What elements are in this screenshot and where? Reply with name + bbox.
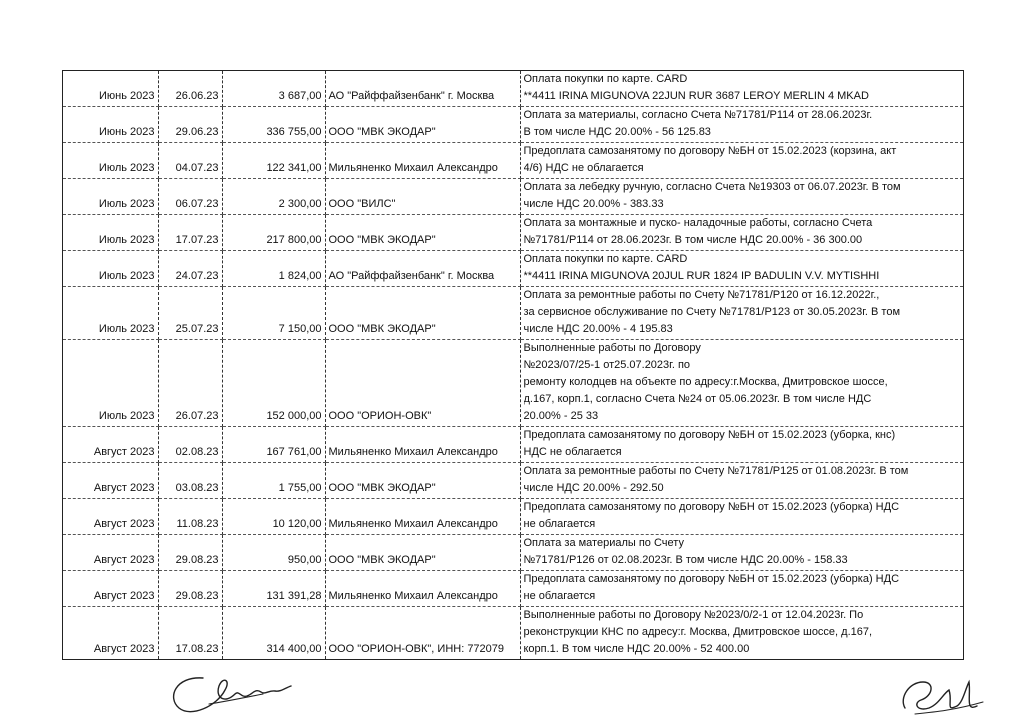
description-line: В том числе НДС 20.00% - 56 125.83 [523,126,711,138]
description-line: д.167, корп.1, согласно Счета №24 от 05.06.2023г. В том числе НДС [523,393,872,405]
signature-right [895,672,990,720]
date-cell: 24.07.23 [158,251,222,287]
description-line: Оплата за ремонтные работы по Счету №71781/Р125 от 01.08.2023г. В том [523,465,909,477]
period-cell: Август 2023 [63,463,158,499]
amount-cell: 10 120,00 [222,499,325,535]
description-line: Предоплата самозанятому по договору №БН от 15.02.2023 (уборка) НДС [523,573,900,585]
description-cell [520,179,963,215]
table-row [63,71,963,107]
payee-cell: ООО "ВИЛС" [325,179,520,215]
period-cell: Июнь 2023 [63,71,158,107]
date-cell: 04.07.23 [158,143,222,179]
payee-cell: Мильяненко Михаил Александро [325,571,520,607]
amount-cell: 152 000,00 [222,340,325,427]
payee-cell: ООО "МВК ЭКОДАР" [325,535,520,571]
payee-cell: Мильяненко Михаил Александро [325,143,520,179]
transactions-body [63,71,963,660]
description-cell [520,71,963,107]
payee-cell: ООО "МВК ЭКОДАР" [325,463,520,499]
description-cell [520,287,963,340]
table-row [63,499,963,535]
payee-cell: Мильяненко Михаил Александро [325,499,520,535]
description-line: ремонту колодцев на объекте по адресу:г.Москва, Дмитровское шоссе, [523,376,888,388]
period-cell: Август 2023 [63,571,158,607]
description-line: Предоплата самозанятому по договору №БН от 15.02.2023 (уборка, кнс) [523,429,896,441]
period-cell: Июль 2023 [63,179,158,215]
table-row [63,427,963,463]
payee-cell: Мильяненко Михаил Александро [325,427,520,463]
date-cell: 25.07.23 [158,287,222,340]
table-row [63,607,963,660]
description-line: не облагается [523,518,596,530]
description-line: числе НДС 20.00% - 383.33 [523,198,664,210]
description-line: Оплата за материалы, согласно Счета №71781/Р114 от 28.06.2023г. [523,109,873,121]
date-cell: 11.08.23 [158,499,222,535]
payee-cell: ООО "МВК ЭКОДАР" [325,287,520,340]
amount-cell: 336 755,00 [222,107,325,143]
description-line: 4/6) НДС не облагается [523,162,644,174]
date-cell: 29.08.23 [158,571,222,607]
description-line: НДС не облагается [523,446,622,458]
period-cell: Июль 2023 [63,143,158,179]
amount-cell: 122 341,00 [222,143,325,179]
description-cell [520,499,963,535]
transactions-table [63,71,963,660]
table-row [63,571,963,607]
table-row [63,340,963,427]
date-cell: 29.08.23 [158,535,222,571]
period-cell: Август 2023 [63,535,158,571]
payee-cell: ООО "ОРИОН-ОВК" [325,340,520,427]
date-cell: 02.08.23 [158,427,222,463]
description-line: **4411 IRINA MIGUNOVA 20JUL RUR 1824 IP BADULIN V.V. MYTISHHI [523,270,880,282]
period-cell: Июль 2023 [63,287,158,340]
description-cell [520,215,963,251]
description-cell [520,340,963,427]
amount-cell: 1 755,00 [222,463,325,499]
date-cell: 17.07.23 [158,215,222,251]
signature-left [165,668,305,718]
description-cell [520,535,963,571]
amount-cell: 3 687,00 [222,71,325,107]
table-row [63,179,963,215]
period-cell: Июнь 2023 [63,107,158,143]
description-line: №71781/Р126 от 02.08.2023г. В том числе НДС 20.00% - 158.33 [523,554,848,566]
date-cell: 03.08.23 [158,463,222,499]
amount-cell: 2 300,00 [222,179,325,215]
table-row [63,215,963,251]
amount-cell: 1 824,00 [222,251,325,287]
description-line: Оплата за монтажные и пуско- наладочные работы, согласно Счета [523,217,873,229]
description-line: Оплата покупки по карте. CARD [523,253,688,265]
description-line: **4411 IRINA MIGUNOVA 22JUN RUR 3687 LEROY MERLIN 4 MKAD [523,90,869,102]
description-line: Оплата покупки по карте. CARD [523,73,688,85]
table-row [63,535,963,571]
date-cell: 29.06.23 [158,107,222,143]
description-line: за сервисное обслуживание по Счету №71781/Р123 от 30.05.2023г. В том [523,306,901,318]
period-cell: Август 2023 [63,427,158,463]
description-line: Оплата за материалы по Счету [523,537,684,549]
description-line: реконструкции КНС по адресу:г. Москва, Дмитровское шоссе, д.167, [523,626,873,638]
date-cell: 26.06.23 [158,71,222,107]
table-row [63,463,963,499]
description-line: числе НДС 20.00% - 292.50 [523,482,664,494]
description-line: Выполненные работы по Договору [523,342,701,354]
amount-cell: 7 150,00 [222,287,325,340]
table-row [63,287,963,340]
description-line: Выполненные работы по Договору №2023/0/2-1 от 12.04.2023г. По [523,609,864,621]
period-cell: Июль 2023 [63,215,158,251]
payee-cell: ООО "МВК ЭКОДАР" [325,107,520,143]
amount-cell: 131 391,28 [222,571,325,607]
description-line: Предоплата самозанятому по договору №БН от 15.02.2023 (корзина, акт [523,145,897,157]
payee-cell: АО "Райффайзенбанк" г. Москва [325,251,520,287]
period-cell: Июль 2023 [63,251,158,287]
table-row [63,251,963,287]
period-cell: Июль 2023 [63,340,158,427]
amount-cell: 167 761,00 [222,427,325,463]
table-row [63,143,963,179]
description-line: Оплата за лебедку ручную, согласно Счета №19303 от 06.07.2023г. В том [523,181,901,193]
description-line: числе НДС 20.00% - 4 195.83 [523,323,673,335]
payee-cell: ООО "ОРИОН-ОВК", ИНН: 772079 [325,607,520,660]
payee-cell: АО "Райффайзенбанк" г. Москва [325,71,520,107]
description-cell [520,463,963,499]
description-cell [520,143,963,179]
description-cell [520,251,963,287]
amount-cell: 314 400,00 [222,607,325,660]
description-cell [520,107,963,143]
description-line: корп.1. В том числе НДС 20.00% - 52 400.00 [523,643,750,655]
description-line: 20.00% - 25 33 [523,410,599,422]
date-cell: 06.07.23 [158,179,222,215]
amount-cell: 217 800,00 [222,215,325,251]
date-cell: 17.08.23 [158,607,222,660]
description-line: не облагается [523,590,596,602]
amount-cell: 950,00 [222,535,325,571]
table-row [63,107,963,143]
description-cell [520,607,963,660]
period-cell: Август 2023 [63,607,158,660]
description-line: Оплата за ремонтные работы по Счету №71781/Р120 от 16.12.2022г., [523,289,880,301]
date-cell: 26.07.23 [158,340,222,427]
payee-cell: ООО "МВК ЭКОДАР" [325,215,520,251]
description-line: Предоплата самозанятому по договору №БН от 15.02.2023 (уборка) НДС [523,501,900,513]
period-cell: Август 2023 [63,499,158,535]
description-cell [520,427,963,463]
ledger-sheet [62,70,964,660]
description-line: №71781/Р114 от 28.06.2023г. В том числе НДС 20.00% - 36 300.00 [523,234,863,246]
description-line: №2023/07/25-1 от25.07.2023г. по [523,359,691,371]
description-cell [520,571,963,607]
